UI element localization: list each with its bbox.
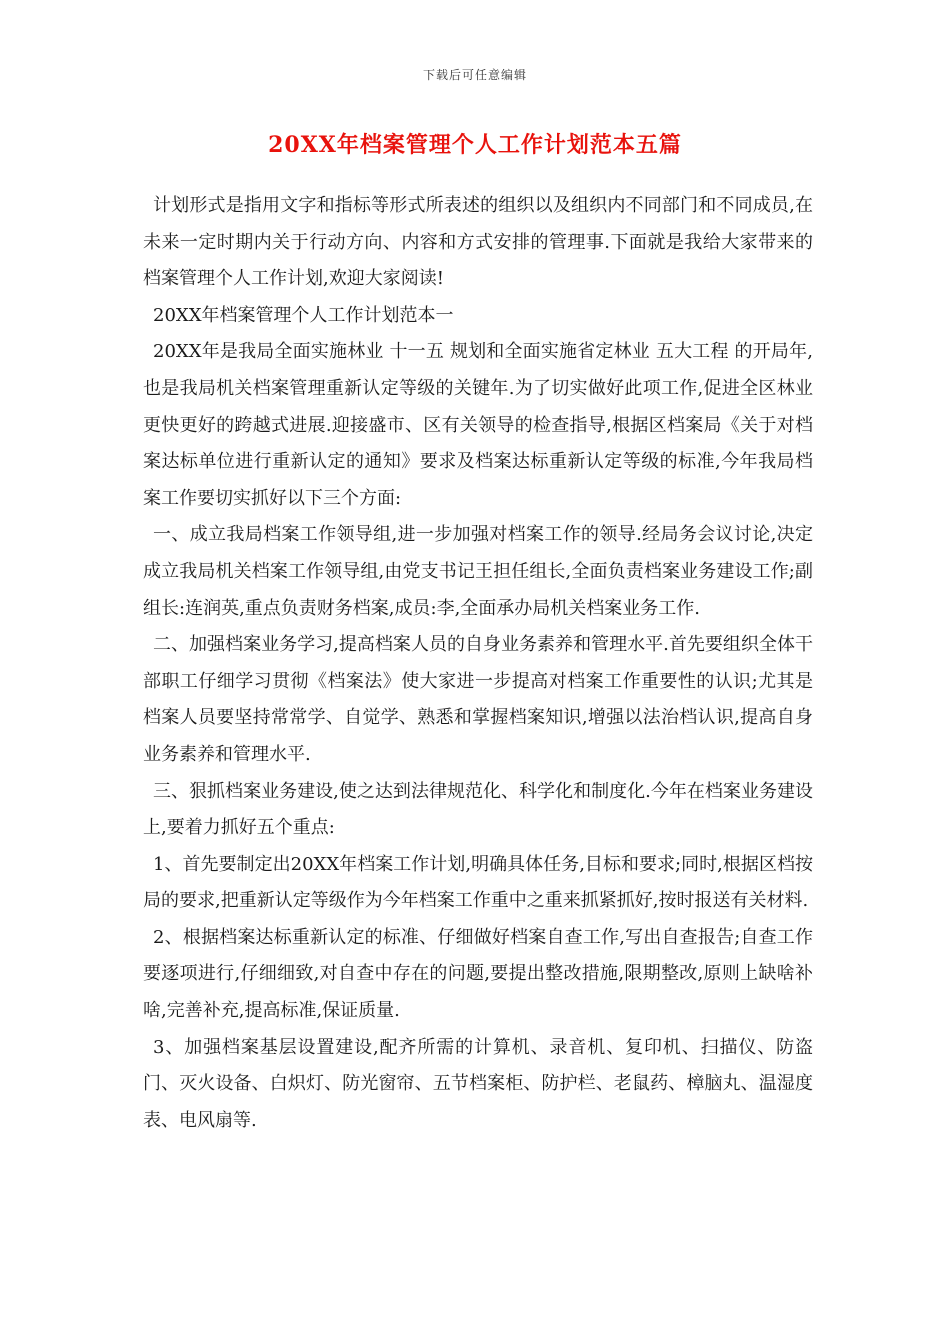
paragraph: 1、首先要制定出20XX年档案工作计划,明确具体任务,目标和要求;同时,根据区档按局的要求,把重新认定等级作为今年档案工作重中之重来抓紧抓好,按时报送有关材料.	[143, 853, 813, 912]
paragraph: 一、成立我局档案工作领导组,进一步加强对档案工作的领导.经局务会议讨论,决定成立我局机关档案工作领导组,由党支书记王担任组长,全面负责档案业务建设工作;副组长:连润英,重点负责财务档案,成员:李,全面承办局机关档案业务工作.	[143, 524, 813, 619]
paragraph: 20XX年是我局全面实施林业 十一五 规划和全面实施省定林业 五大工程 的开局年,也是我局机关档案管理重新认定等级的关键年.为了切实做好此项工作,促进全区林业更快更好的跨越式进展.迎接盛市、区有关领导的检查指导,根据区档案局《关于对档案达标单位进行重新认定的通知》要求及档案达标重新认定等级的标准,今年我局档案工作要切实抓好以下三个方面:	[143, 341, 813, 509]
document-body	[143, 188, 813, 1139]
section-heading: 20XX年档案管理个人工作计划范本一	[153, 304, 454, 326]
paragraph: 2、根据档案达标重新认定的标准、仔细做好档案自查工作,写出自查报告;自查工作要逐项进行,仔细细致,对自查中存在的问题,要提出整改措施,限期整改,原则上缺啥补啥,完善补充,提高标准,保证质量.	[143, 926, 813, 1022]
paragraph: 二、加强档案业务学习,提高档案人员的自身业务素养和管理水平.首先要组织全体干部职工仔细学习贯彻《档案法》使大家进一步提高对档案工作重要性的认识;尤其是档案人员要坚持常常学、自觉学、熟悉和掌握档案知识,增强以法治档认识,提高自身业务素养和管理水平.	[143, 634, 813, 765]
paragraph: 计划形式是指用文字和指标等形式所表述的组织以及组织内不同部门和不同成员,在未来一定时期内关于行动方向、内容和方式安排的管理事.下面就是我给大家带来的档案管理个人工作计划,欢迎大家阅读!	[143, 195, 813, 290]
paragraph: 3、加强档案基层设置建设,配齐所需的计算机、录音机、复印机、扫描仪、防盗门、灭火设备、白炽灯、防光窗帘、五节档案柜、防护栏、老鼠药、樟脑丸、温湿度表、电风扇等.	[143, 1036, 813, 1131]
header-note: 下载后可任意编辑	[422, 68, 527, 82]
document-title: 20XX年档案管理个人工作计划范本五篇	[268, 132, 682, 158]
paragraph: 三、狠抓档案业务建设,使之达到法律规范化、科学化和制度化.今年在档案业务建设上,要着力抓好五个重点:	[143, 780, 813, 839]
